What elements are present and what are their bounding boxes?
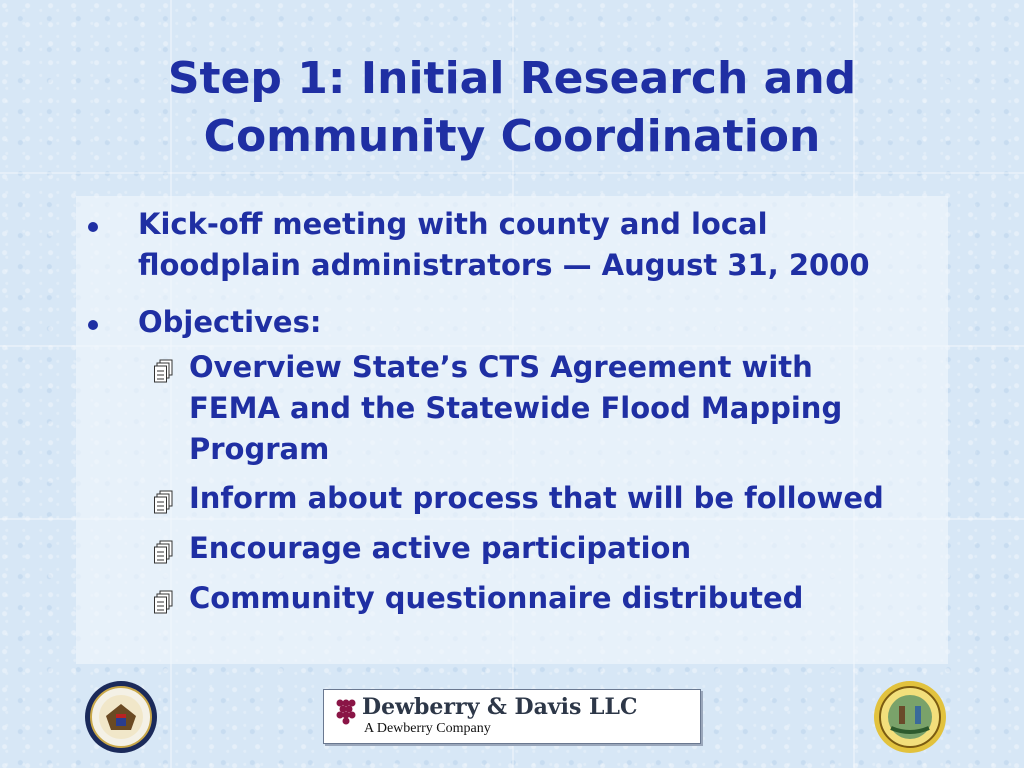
bullet-item bbox=[76, 302, 948, 343]
fema-seal-icon bbox=[84, 680, 158, 754]
document-stack-icon bbox=[154, 540, 174, 564]
bullet-line: Kick-off meeting with county and local bbox=[138, 207, 768, 241]
sub-bullet-item bbox=[76, 578, 948, 619]
sub-bullet-line: Overview State’s CTS Agreement with bbox=[189, 350, 813, 384]
title-line: Step 1: Initial Research and bbox=[167, 53, 857, 104]
slide-title bbox=[0, 50, 1024, 166]
company-tagline: A Dewberry Company bbox=[364, 721, 491, 736]
sub-bullet-line: FEMA and the Statewide Flood Mapping bbox=[189, 391, 843, 425]
grape-logo-icon bbox=[334, 697, 356, 727]
bullet-dot-icon bbox=[88, 320, 98, 330]
bullet-item bbox=[76, 204, 948, 286]
sub-bullet-line: Program bbox=[189, 432, 330, 466]
sub-bullet-item bbox=[76, 528, 948, 569]
company-logo bbox=[323, 689, 701, 744]
bullet-dot-icon bbox=[88, 222, 98, 232]
bullet-text: Objectives: bbox=[138, 305, 322, 339]
document-stack-icon bbox=[154, 590, 174, 614]
sub-bullet-text: Inform about process that will be followed bbox=[189, 481, 884, 515]
bullet-line: floodplain administrators — August 31, 2000 bbox=[138, 248, 870, 282]
sub-bullet-text: Community questionnaire distributed bbox=[189, 581, 804, 615]
sub-bullet-item bbox=[76, 347, 948, 470]
document-stack-icon bbox=[154, 490, 174, 514]
bullet-text bbox=[138, 204, 870, 286]
bg-grid-line bbox=[0, 172, 1024, 174]
bullet-list bbox=[76, 196, 948, 664]
sub-bullet-text bbox=[189, 347, 842, 470]
sub-bullet-item bbox=[76, 478, 948, 519]
sub-bullet-text: Encourage active participation bbox=[189, 531, 692, 565]
company-name: Dewberry & Davis LLC bbox=[362, 694, 638, 720]
nc-state-seal-icon bbox=[873, 680, 947, 754]
document-stack-icon bbox=[154, 359, 174, 383]
title-line: Community Coordination bbox=[203, 111, 821, 162]
content-panel bbox=[76, 196, 948, 664]
